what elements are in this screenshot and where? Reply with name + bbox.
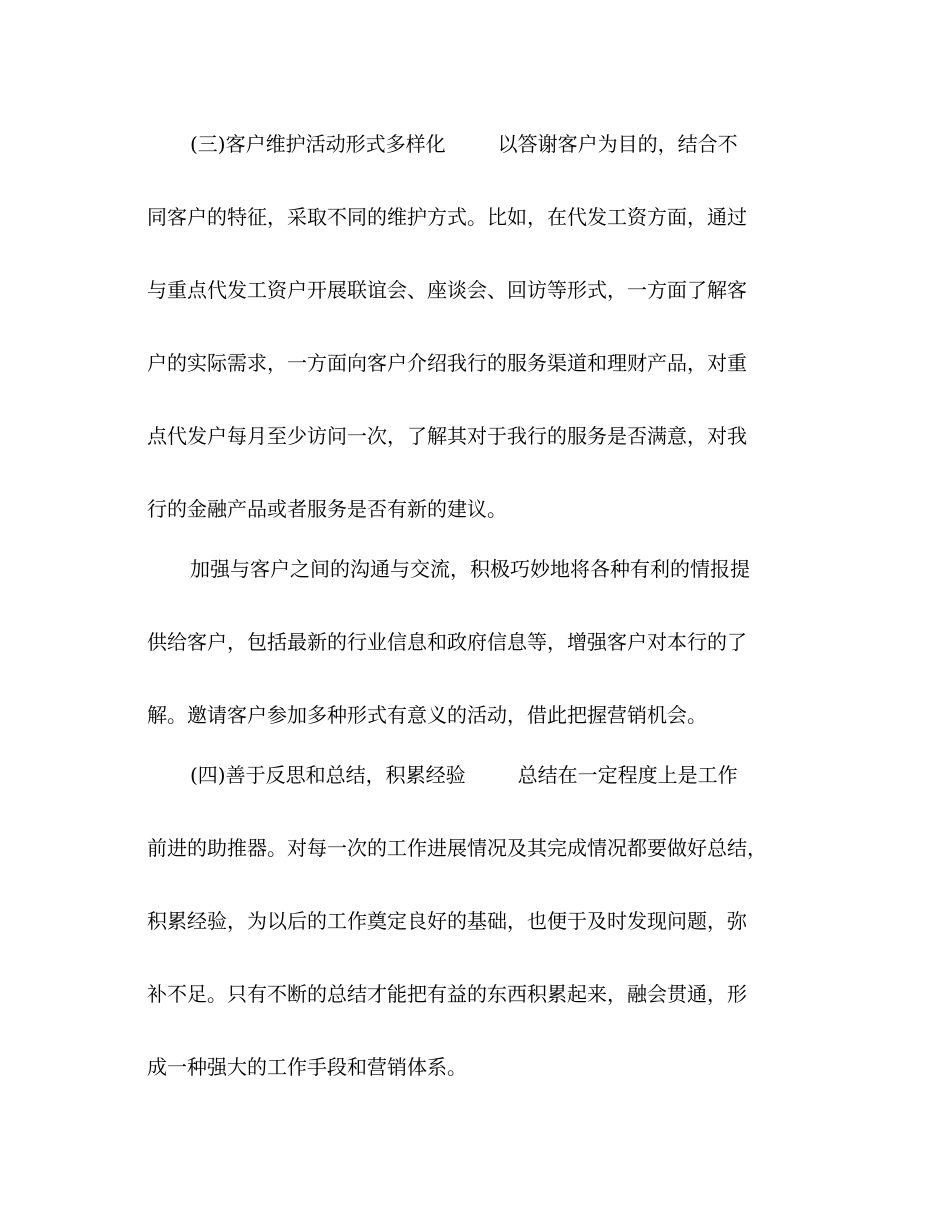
paragraph-line: 户的实际需求，一方面向客户介绍我行的服务渠道和理财产品，对重 [147, 351, 747, 375]
paragraph-line: 解。邀请客户参加多种形式有意义的活动，借此把握营销机会。 [147, 703, 707, 727]
section-heading-line [190, 760, 870, 790]
paragraph-line: 加强与客户之间的沟通与交流，积极巧妙地将各种有利的情报提 [190, 557, 750, 581]
paragraph-line: 前进的助推器。对每一次的工作进展情况及其完成情况都要做好总结， [147, 836, 767, 860]
paragraph-text: 总结在一定程度上是工作 [517, 763, 738, 787]
section-heading-line [190, 129, 870, 159]
paragraph-line: 供给客户，包括最新的行业信息和政府信息等，增强客户对本行的了 [147, 630, 747, 654]
paragraph-line: 补不足。只有不断的总结才能把有益的东西积累起来，融会贯通，形 [147, 982, 747, 1006]
paragraph-line: 点代发户每月至少访问一次，了解其对于我行的服务是否满意，对我 [147, 424, 747, 448]
paragraph-line: 积累经验，为以后的工作奠定良好的基础，也便于及时发现问题，弥 [147, 909, 747, 933]
paragraph-line: 成一种强大的工作手段和营销体系。 [147, 1055, 467, 1079]
paragraph-line: 与重点代发工资户开展联谊会、座谈会、回访等形式，一方面了解客 [147, 278, 747, 302]
paragraph-text: 以答谢客户为目的，结合不 [497, 132, 738, 156]
paragraph-line: 行的金融产品或者服务是否有新的建议。 [147, 497, 507, 521]
paragraph-line: 同客户的特征，采取不同的维护方式。比如，在代发工资方面，通过 [147, 205, 747, 229]
section-heading: (三)客户维护活动形式多样化 [190, 132, 446, 156]
section-heading: (四)善于反思和总结，积累经验 [190, 763, 466, 787]
